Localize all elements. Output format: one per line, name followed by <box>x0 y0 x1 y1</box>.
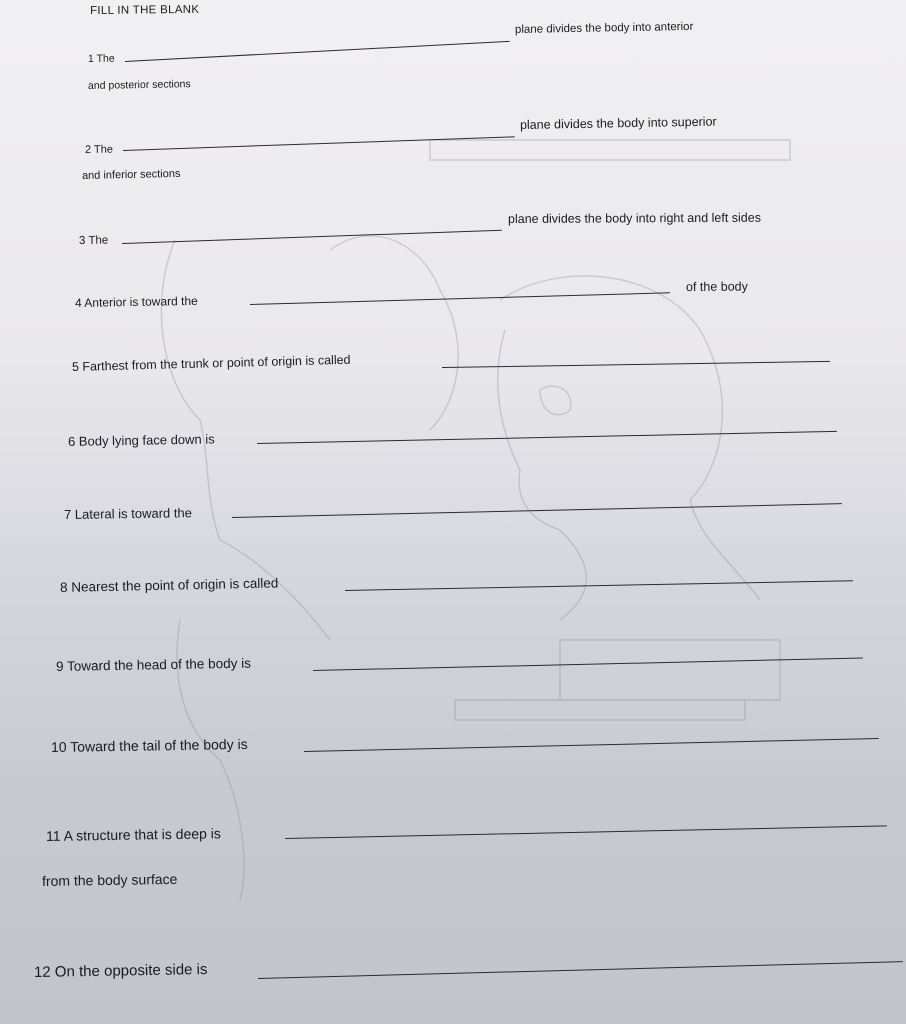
question-11-continuation: from the body surface <box>41 870 178 889</box>
question-2-suffix: plane divides the body into superior <box>519 114 717 132</box>
worksheet-title: FILL IN THE BLANK <box>90 3 200 17</box>
question-prefix-text: A structure that is deep is <box>63 825 221 844</box>
question-number: 3 <box>78 234 86 247</box>
question-2-continuation: and inferior sections <box>81 167 181 182</box>
question-number: 5 <box>71 359 80 374</box>
question-1-suffix: plane divides the body into anterior <box>514 20 694 36</box>
question-10-prefix <box>51 736 248 755</box>
question-prefix-text: On the opposite side is <box>54 960 208 981</box>
question-1-continuation: and posterior sections <box>87 78 191 92</box>
question-7-prefix <box>64 505 192 522</box>
question-prefix-text: Nearest the point of origin is called <box>71 575 279 595</box>
question-4-suffix: of the body <box>685 279 748 294</box>
question-prefix-text: The <box>96 52 115 65</box>
question-prefix-text: The <box>93 143 114 156</box>
question-number: 7 <box>63 506 72 522</box>
question-number: 11 <box>45 827 61 844</box>
question-number: 9 <box>55 658 64 674</box>
question-number: 4 <box>74 295 82 310</box>
question-prefix-text: Body lying face down is <box>78 431 215 449</box>
question-prefix-text: Toward the head of the body is <box>66 655 252 674</box>
question-number: 12 <box>33 963 51 981</box>
question-prefix-text: The <box>88 234 109 247</box>
question-prefix-text: Farthest from the trunk or point of origin is called <box>82 352 351 374</box>
question-4-prefix <box>75 294 198 310</box>
question-6-prefix <box>68 431 215 449</box>
question-11-prefix <box>46 825 221 844</box>
question-number: 8 <box>59 579 68 595</box>
question-number: 1 <box>87 52 94 65</box>
question-number: 6 <box>67 433 76 449</box>
question-3-suffix: plane divides the body into right and left sides <box>507 210 761 226</box>
question-number: 2 <box>84 143 92 156</box>
question-number: 10 <box>50 738 67 755</box>
question-prefix-text: Toward the tail of the body is <box>70 735 248 755</box>
question-prefix-text: Anterior is toward the <box>84 293 198 310</box>
question-2-prefix <box>85 144 113 156</box>
question-1-prefix <box>88 53 115 65</box>
question-3-prefix <box>79 235 108 247</box>
question-prefix-text: Lateral is toward the <box>74 505 193 522</box>
question-12-prefix <box>34 961 208 981</box>
